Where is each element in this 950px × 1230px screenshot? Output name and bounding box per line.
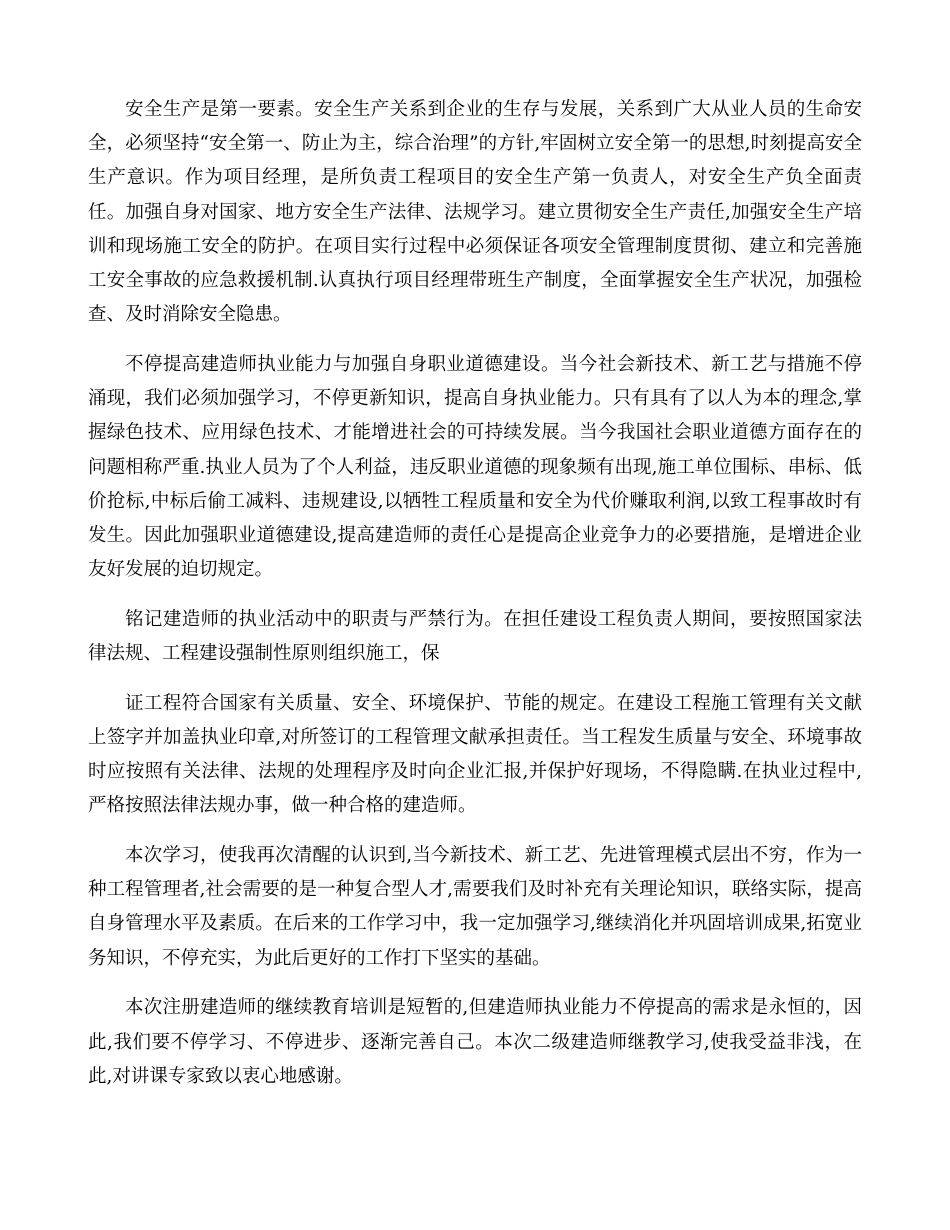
paragraph-safety-production: 安全生产是第一要素。安全生产关系到企业的生存与发展，关系到广大从业人员的生命安全，必须坚持“安全第一、防止为主，综合治理”的方针,牢固树立安全第一的思想,时刻提高安全生产意识。作为项目经理，是所负责工程项目的安全生产第一负责人，对安全生产负全面责任。加强自身对国家、地方安全生产法律、法规学习。建立贯彻安全生产责任,加强安全生产培训和现场施工安全的防护。在项目实行过程中必须保证各项安全管理制度贯彻、建立和完善施工安全事故的应急救援机制.认真执行项目经理带班生产制度，全面掌握安全生产状况，加强检查、及时消除安全隐患。	[88, 99, 862, 326]
paragraph-learning-reflection: 本次学习，使我再次清醒的认识到,当今新技术、新工艺、先进管理模式层出不穷，作为一种工程管理者,社会需要的是一种复合型人才,需要我们及时补充有关理论知识，联络实际，提高自身管理水平及素质。在后来的工作学习中，我一定加强学习,继续消化并巩固培训成果,拓宽业务知识，不停充实，为此后更好的工作打下坚实的基础。	[88, 845, 862, 969]
paragraph-duties-continued: 证工程符合国家有关质量、安全、环境保护、节能的规定。在建设工程施工管理有关文献上签字并加盖执业印章,对所签订的工程管理文献承担责任。当工程发生质量与安全、环境事故时应按照有关法律、法规的处理程序及时向企业汇报,并保护好现场，不得隐瞒.在执业过程中,严格按照法律法规办事，做一种合格的建造师。	[88, 692, 862, 817]
paragraph-conclusion: 本次注册建造师的继续教育培训是短暂的,但建造师执业能力不停提高的需求是永恒的，因此,我们要不停学习、不停进步、逐渐完善自己。本次二级建造师继教学习,使我受益非浅，在此,对讲课专家致以衷心地感谢。	[88, 997, 862, 1087]
document-body	[88, 93, 862, 1109]
paragraph-professional-ethics: 不停提高建造师执业能力与加强自身职业道德建设。当今社会新技术、新工艺与措施不停涌现，我们必须加强学习，不停更新知识，提高自身执业能力。只有具有了以人为本的理念,掌握绿色技术、应用绿色技术、才能增进社会的可持续发展。当今我国社会职业道德方面存在的问题相称严重.执业人员为了个人利益，违反职业道德的现象频有出现,施工单位围标、串标、低价抢标,中标后偷工减料、违规建设,以牺牲工程质量和安全为代价赚取利润,以致工程事故时有发生。因此加强职业道德建设,提高建造师的责任心是提高企业竞争力的必要措施，是增进企业友好发展的迫切规定。	[88, 353, 862, 581]
paragraph-duties-intro: 铭记建造师的执业活动中的职责与严禁行为。在担任建设工程负责人期间，要按照国家法律法规、工程建设强制性原则组织施工，保	[88, 608, 862, 665]
